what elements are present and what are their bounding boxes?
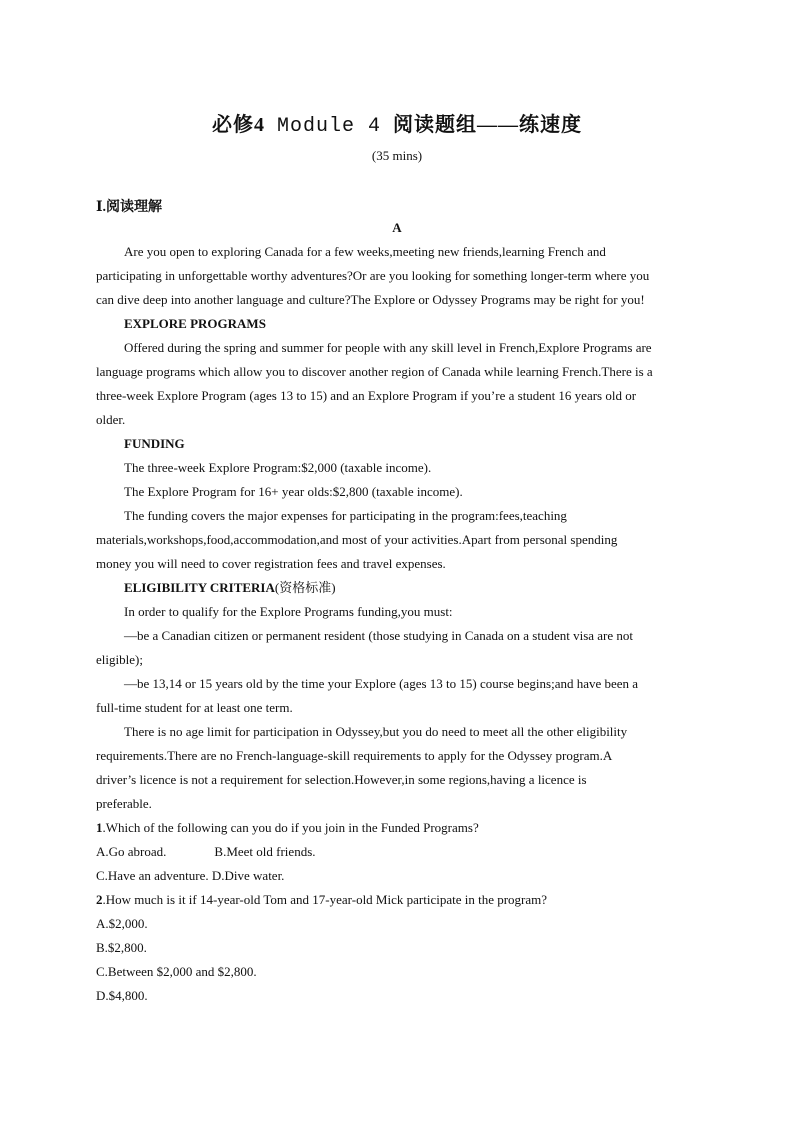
page-title	[0, 108, 794, 138]
question-number: 2	[96, 892, 103, 907]
title-suffix: 阅读题组——练速度	[393, 114, 582, 136]
title-module: Module 4	[276, 115, 381, 138]
option-a[interactable]: A.Go abroad.	[96, 844, 167, 859]
heading-funding: FUNDING	[124, 436, 185, 451]
passage-line: language programs which allow you to discover another region of Canada while learning French.There is a	[96, 364, 653, 379]
heading-eligibility	[96, 576, 700, 600]
eligibility-title: ELIGIBILITY CRITERIA	[124, 580, 275, 595]
passage-line: three-week Explore Program (ages 13 to 15) and an Explore Program if you’re a student 16 years old or	[96, 388, 637, 403]
option-b[interactable]: B.$2,800.	[96, 940, 147, 955]
passage-line: participating in unforgettable worthy adventures?Or are you looking for something longer-term where you	[96, 268, 650, 283]
passage-line: older.	[96, 412, 126, 427]
passage-line: Offered during the spring and summer for people with any skill level in French,Explore Programs are	[124, 340, 652, 355]
passage-line: There is no age limit for participation in Odyssey,but you do need to meet all the other eligibility	[124, 724, 628, 739]
passage-line: In order to qualify for the Explore Programs funding,you must:	[124, 604, 453, 619]
passage-body	[96, 240, 700, 1008]
question-number: 1	[96, 820, 103, 835]
option-c[interactable]: C.Have an adventure.	[96, 868, 209, 883]
passage-line: money you will need to cover registration fees and travel expenses.	[96, 556, 446, 571]
section-heading: Ⅰ.阅读理解	[96, 200, 163, 215]
heading-explore-programs: EXPLORE PROGRAMS	[124, 316, 266, 331]
passage-line: requirements.There are no French-language-skill requirements to apply for the Odyssey program.A	[96, 748, 613, 763]
option-b[interactable]: B.Meet old friends.	[214, 844, 316, 859]
passage-line: The three-week Explore Program:$2,000 (taxable income).	[124, 460, 432, 475]
passage-line: eligible);	[96, 652, 143, 667]
option-a[interactable]: A.$2,000.	[96, 916, 148, 931]
passage-line: —be 13,14 or 15 years old by the time your Explore (ages 13 to 15) course begins;and have been a	[124, 676, 639, 691]
time-limit: (35 mins)	[371, 148, 423, 163]
question-1-options-row	[96, 840, 700, 864]
option-c[interactable]: C.Between $2,000 and $2,800.	[96, 964, 257, 979]
option-d[interactable]: D.$4,800.	[96, 988, 148, 1003]
question-1-stem: 1.Which of the following can you do if you join in the Funded Programs?	[96, 820, 479, 835]
passage-line: The Explore Program for 16+ year olds:$2,800 (taxable income).	[124, 484, 463, 499]
passage-line: Are you open to exploring Canada for a few weeks,meeting new friends,learning French and	[124, 244, 606, 259]
title-prefix: 必修4	[211, 114, 265, 136]
passage-line: preferable.	[96, 796, 152, 811]
passage-line: driver’s licence is not a requirement for selection.However,in some regions,having a licence is	[96, 772, 587, 787]
passage-line: —be a Canadian citizen or permanent resident (those studying in Canada on a student visa are not	[124, 628, 634, 643]
passage-line: can dive deep into another language and culture?The Explore or Odyssey Programs may be right for you!	[96, 292, 645, 307]
option-d[interactable]: D.Dive water.	[211, 868, 285, 883]
passage-line: full-time student for at least one term.	[96, 700, 293, 715]
passage-line: The funding covers the major expenses for participating in the program:fees,teaching	[124, 508, 567, 523]
passage-line: materials,workshops,food,accommodation,and most of your activities.Apart from personal spending	[96, 532, 618, 547]
question-2-stem: 2.How much is it if 14-year-old Tom and 17-year-old Mick participate in the program?	[96, 892, 548, 907]
question-1-options-row	[96, 864, 700, 888]
eligibility-note: (资格标准)	[274, 580, 336, 595]
passage-label: A	[392, 220, 402, 235]
